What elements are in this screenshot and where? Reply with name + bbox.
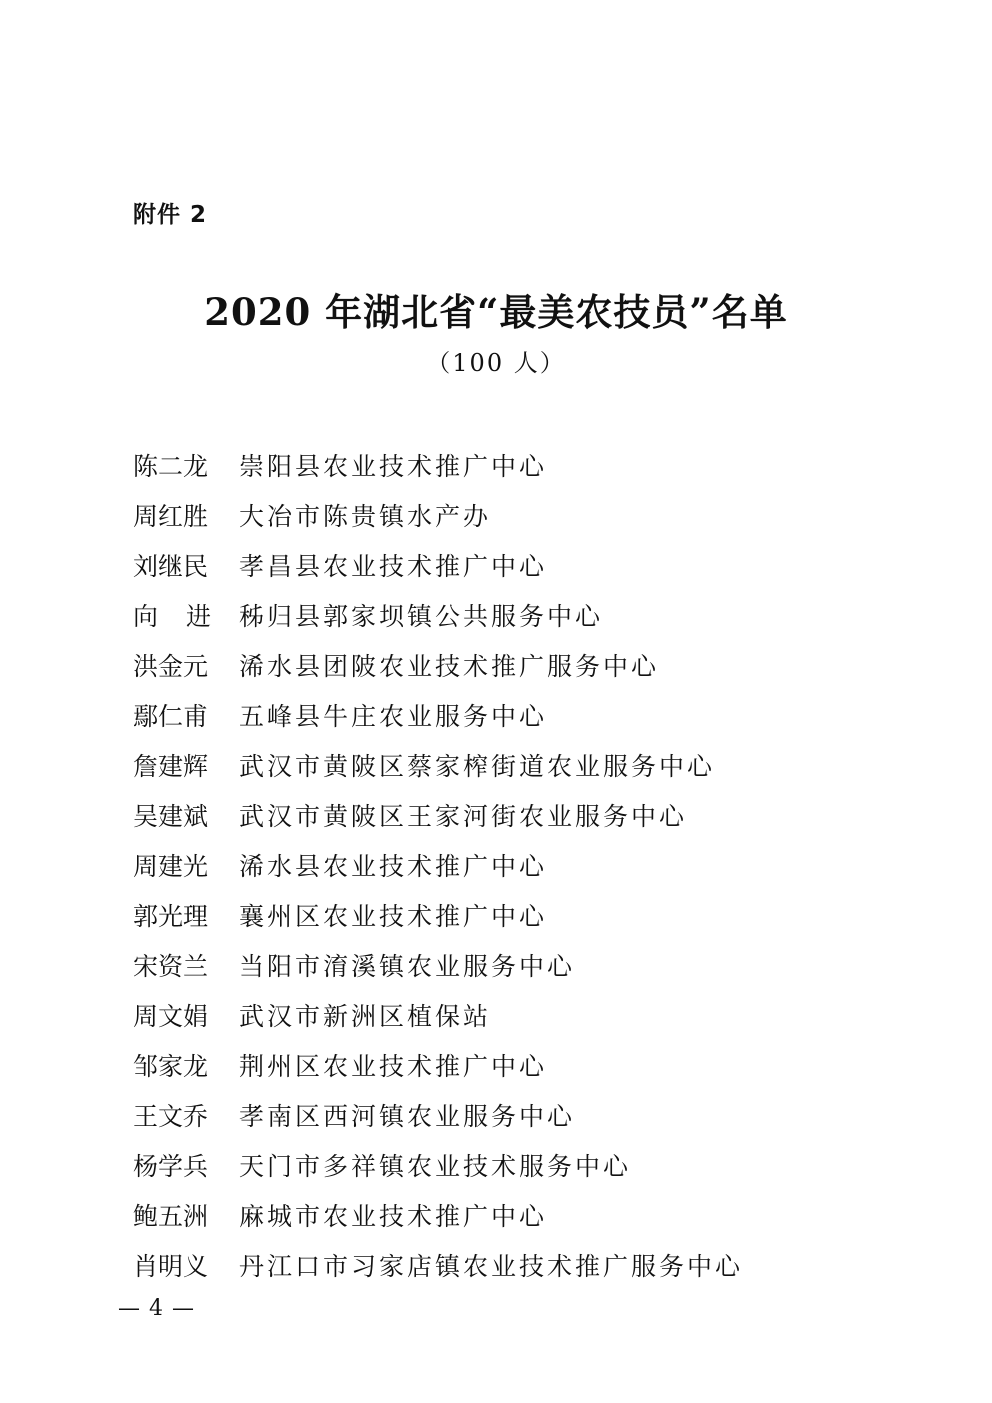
person-name: 周红胜 [133, 502, 209, 531]
person-name: 詹建辉 [133, 752, 209, 781]
organization: 武汉市黄陂区王家河街农业服务中心 [239, 802, 688, 831]
organization: 秭归县郭家坝镇公共服务中心 [239, 602, 604, 631]
list-item [133, 440, 743, 490]
organization: 武汉市黄陂区蔡家榨街道农业服务中心 [239, 752, 716, 781]
person-name: 周建光 [133, 852, 209, 881]
organization: 崇阳县农业技术推广中心 [239, 452, 548, 481]
organization: 浠水县团陂农业技术推广服务中心 [239, 652, 660, 681]
document-title: 2020 年湖北省“最美农技员”名单 [204, 290, 788, 334]
person-name: 陈二龙 [133, 452, 209, 481]
organization: 荆州区农业技术推广中心 [239, 1052, 548, 1081]
list-item [133, 1190, 743, 1240]
list-item [133, 940, 743, 990]
organization: 丹江口市习家店镇农业技术推广服务中心 [239, 1252, 744, 1281]
person-name: 周文娟 [133, 1002, 209, 1031]
organization: 当阳市淯溪镇农业服务中心 [239, 952, 576, 981]
person-name [133, 597, 211, 633]
list-item [133, 540, 743, 590]
organization: 麻城市农业技术推广中心 [239, 1202, 548, 1231]
list-item [133, 790, 743, 840]
organization: 大冶市陈贵镇水产办 [239, 502, 492, 531]
organization: 武汉市新洲区植保站 [239, 1002, 492, 1031]
person-name: 郭光理 [133, 902, 209, 931]
list-item [133, 490, 743, 540]
list-item [133, 590, 743, 640]
document-subtitle: （100 人） [426, 349, 566, 377]
organization: 襄州区农业技术推广中心 [239, 902, 548, 931]
organization: 五峰县牛庄农业服务中心 [239, 702, 548, 731]
list-item [133, 1240, 743, 1290]
organization: 天门市多祥镇农业技术服务中心 [239, 1152, 632, 1181]
person-name: 王文乔 [133, 1102, 209, 1131]
list-item [133, 640, 743, 690]
list-item [133, 840, 743, 890]
organization: 浠水县农业技术推广中心 [239, 852, 548, 881]
person-name: 鄢仁甫 [133, 702, 209, 731]
list-item [133, 1140, 743, 1190]
attachment-label: 附件 2 [133, 202, 208, 228]
page-number: — 4 — [118, 1296, 195, 1321]
award-list [133, 440, 743, 1290]
list-item [133, 890, 743, 940]
list-item [133, 990, 743, 1040]
person-name: 宋资兰 [133, 952, 209, 981]
organization: 孝昌县农业技术推广中心 [239, 552, 548, 581]
person-name: 邹家龙 [133, 1052, 209, 1081]
person-name: 洪金元 [133, 652, 209, 681]
name-part: 向 [133, 602, 159, 631]
list-item [133, 1090, 743, 1140]
list-item [133, 740, 743, 790]
organization: 孝南区西河镇农业服务中心 [239, 1102, 576, 1131]
person-name: 肖明义 [133, 1252, 209, 1281]
list-item [133, 690, 743, 740]
person-name: 鲍五洲 [133, 1202, 209, 1231]
person-name: 吴建斌 [133, 802, 209, 831]
name-part: 进 [185, 602, 211, 631]
person-name: 刘继民 [133, 552, 209, 581]
list-item [133, 1040, 743, 1090]
person-name: 杨学兵 [133, 1152, 209, 1181]
